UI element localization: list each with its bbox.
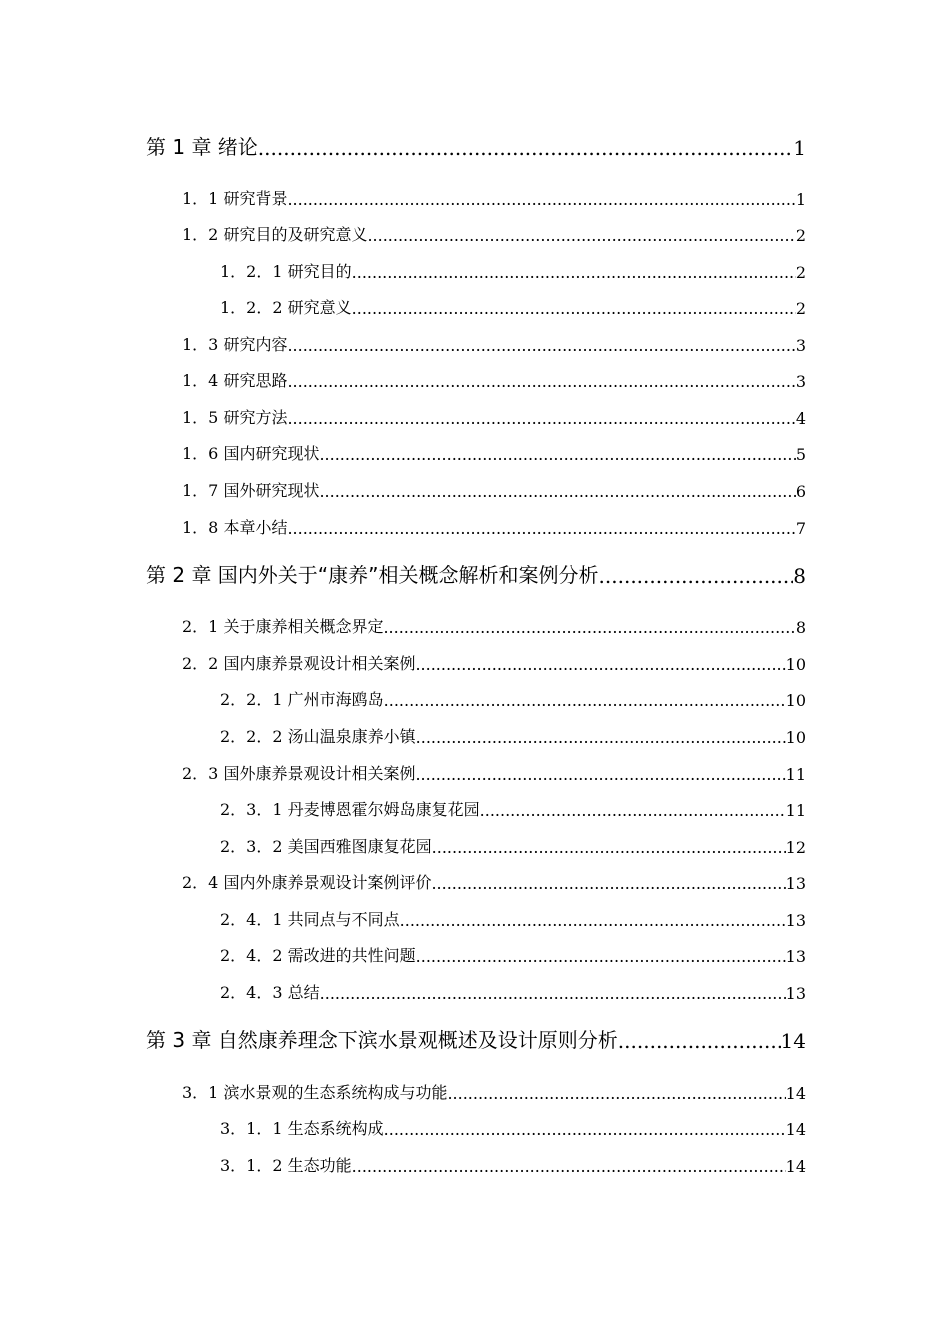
toc-entry-label: 2．3 国外康养景观设计相关案例 — [182, 764, 416, 783]
toc-entry-label: 3．1 滨水景观的生态系统构成与功能 — [182, 1083, 448, 1102]
toc-leader-dots — [320, 984, 786, 1003]
toc-entry-section[interactable] — [182, 335, 806, 355]
toc-entry-label: 2．4．1 共同点与不同点 — [220, 910, 400, 929]
toc-entry-section[interactable] — [182, 654, 806, 674]
toc-leader-dots — [287, 409, 795, 428]
toc-entry-section[interactable] — [182, 189, 806, 209]
toc-entry-page: 13 — [785, 911, 806, 930]
toc-leader-dots — [287, 190, 795, 209]
toc-entry-subsection[interactable] — [220, 727, 806, 747]
toc-leader-dots — [415, 765, 785, 784]
toc-entry-page: 11 — [785, 765, 806, 784]
toc-entry-label: 1．2．2 研究意义 — [220, 298, 352, 317]
toc-leader-dots — [599, 564, 794, 588]
toc-entry-page: 1 — [795, 190, 806, 209]
toc-entry-label: 1．7 国外研究现状 — [182, 481, 320, 500]
toc-entry-chapter[interactable] — [146, 1029, 806, 1053]
toc-entry-page: 12 — [785, 838, 806, 857]
toc-entry-label: 第 2 章 国内外关于“康养”相关概念解析和案例分析 — [146, 563, 599, 587]
toc-leader-dots — [287, 372, 795, 391]
toc-entry-page: 13 — [785, 984, 806, 1003]
toc-entry-chapter[interactable] — [146, 136, 806, 160]
toc-entry-label: 3．1．1 生态系统构成 — [220, 1119, 384, 1138]
toc-entry-page: 13 — [785, 947, 806, 966]
toc-entry-page: 13 — [785, 874, 806, 893]
toc-leader-dots — [384, 691, 786, 710]
toc-entry-label: 1．4 研究思路 — [182, 371, 288, 390]
toc-entry-section[interactable] — [182, 518, 806, 538]
toc-entry-label: 2．2．2 汤山温泉康养小镇 — [220, 727, 416, 746]
toc-leader-dots — [480, 801, 786, 820]
toc-leader-dots — [432, 838, 786, 857]
toc-entry-label: 1．2 研究目的及研究意义 — [182, 225, 368, 244]
toc-entry-subsection[interactable] — [220, 298, 806, 318]
toc-entry-label: 2．2 国内康养景观设计相关案例 — [182, 654, 416, 673]
toc-entry-page: 1 — [793, 136, 806, 160]
toc-entry-subsection[interactable] — [220, 1156, 806, 1176]
toc-leader-dots — [367, 226, 795, 245]
toc-entry-label: 2．4．3 总结 — [220, 983, 320, 1002]
toc-leader-dots — [416, 728, 786, 747]
toc-leader-dots — [319, 482, 795, 501]
toc-entry-page: 4 — [795, 409, 806, 428]
toc-entry-subsection[interactable] — [220, 262, 806, 282]
toc-entry-section[interactable] — [182, 873, 806, 893]
toc-entry-page: 10 — [785, 655, 806, 674]
toc-entry-page: 2 — [795, 299, 806, 318]
toc-entry-label: 1．8 本章小结 — [182, 518, 288, 537]
toc-leader-dots — [287, 519, 795, 538]
toc-entry-page: 8 — [795, 618, 806, 637]
toc-entry-page: 7 — [795, 519, 806, 538]
toc-entry-page: 3 — [795, 372, 806, 391]
toc-entry-page: 14 — [785, 1084, 806, 1103]
toc-entry-subsection[interactable] — [220, 800, 806, 820]
toc-entry-label: 2．2．1 广州市海鸥岛 — [220, 690, 384, 709]
toc-entry-subsection[interactable] — [220, 690, 806, 710]
toc-entry-label: 2．3．2 美国西雅图康复花园 — [220, 837, 432, 856]
toc-entry-label: 2．1 关于康养相关概念界定 — [182, 617, 384, 636]
toc-entry-page: 11 — [785, 801, 806, 820]
toc-leader-dots — [618, 1029, 781, 1053]
toc-entry-label: 1．3 研究内容 — [182, 335, 288, 354]
toc-entry-section[interactable] — [182, 225, 806, 245]
toc-entry-label: 第 3 章 自然康养理念下滨水景观概述及设计原则分析 — [146, 1028, 618, 1052]
toc-entry-subsection[interactable] — [220, 910, 806, 930]
toc-entry-page: 14 — [785, 1157, 806, 1176]
toc-leader-dots — [352, 299, 796, 318]
toc-entry-subsection[interactable] — [220, 946, 806, 966]
toc-leader-dots — [415, 655, 785, 674]
toc-leader-dots — [400, 911, 786, 930]
toc-leader-dots — [416, 947, 786, 966]
toc-entry-label: 2．4 国内外康养景观设计案例评价 — [182, 873, 432, 892]
toc-entry-section[interactable] — [182, 764, 806, 784]
toc-entry-page: 5 — [795, 445, 806, 464]
toc-entry-page: 8 — [793, 564, 806, 588]
toc-leader-dots — [383, 618, 795, 637]
toc-entry-section[interactable] — [182, 481, 806, 501]
toc-entry-chapter[interactable] — [146, 564, 806, 588]
toc-leader-dots — [352, 263, 796, 282]
toc-entry-page: 6 — [795, 482, 806, 501]
toc-entry-subsection[interactable] — [220, 837, 806, 857]
toc-entry-label: 1．5 研究方法 — [182, 408, 288, 427]
toc-leader-dots — [352, 1157, 786, 1176]
toc-entry-subsection[interactable] — [220, 983, 806, 1003]
toc-entry-label: 2．4．2 需改进的共性问题 — [220, 946, 416, 965]
toc-entry-subsection[interactable] — [220, 1119, 806, 1139]
toc-entry-label: 1．1 研究背景 — [182, 189, 288, 208]
toc-entry-label: 第 1 章 绪论 — [146, 135, 258, 159]
toc-entry-section[interactable] — [182, 408, 806, 428]
toc-entry-section[interactable] — [182, 1083, 806, 1103]
toc-entry-page: 14 — [780, 1029, 806, 1053]
toc-leader-dots — [287, 336, 795, 355]
toc-leader-dots — [431, 874, 785, 893]
toc-entry-label: 3．1．2 生态功能 — [220, 1156, 352, 1175]
toc-leader-dots — [384, 1120, 786, 1139]
toc-leader-dots — [319, 445, 795, 464]
toc-entry-label: 1．6 国内研究现状 — [182, 444, 320, 463]
toc-entry-page: 2 — [795, 263, 806, 282]
toc-leader-dots — [258, 136, 793, 160]
toc-entry-page: 10 — [785, 691, 806, 710]
toc-entry-page: 14 — [785, 1120, 806, 1139]
toc-entry-section[interactable] — [182, 617, 806, 637]
toc-entry-label: 1．2．1 研究目的 — [220, 262, 352, 281]
toc-leader-dots — [447, 1084, 785, 1103]
toc-entry-page: 2 — [795, 226, 806, 245]
toc-entry-label: 2．3．1 丹麦博恩霍尔姆岛康复花园 — [220, 800, 480, 819]
toc-entry-section[interactable] — [182, 444, 806, 464]
toc-entry-page: 3 — [795, 336, 806, 355]
toc-entry-page: 10 — [785, 728, 806, 747]
toc-entry-section[interactable] — [182, 371, 806, 391]
